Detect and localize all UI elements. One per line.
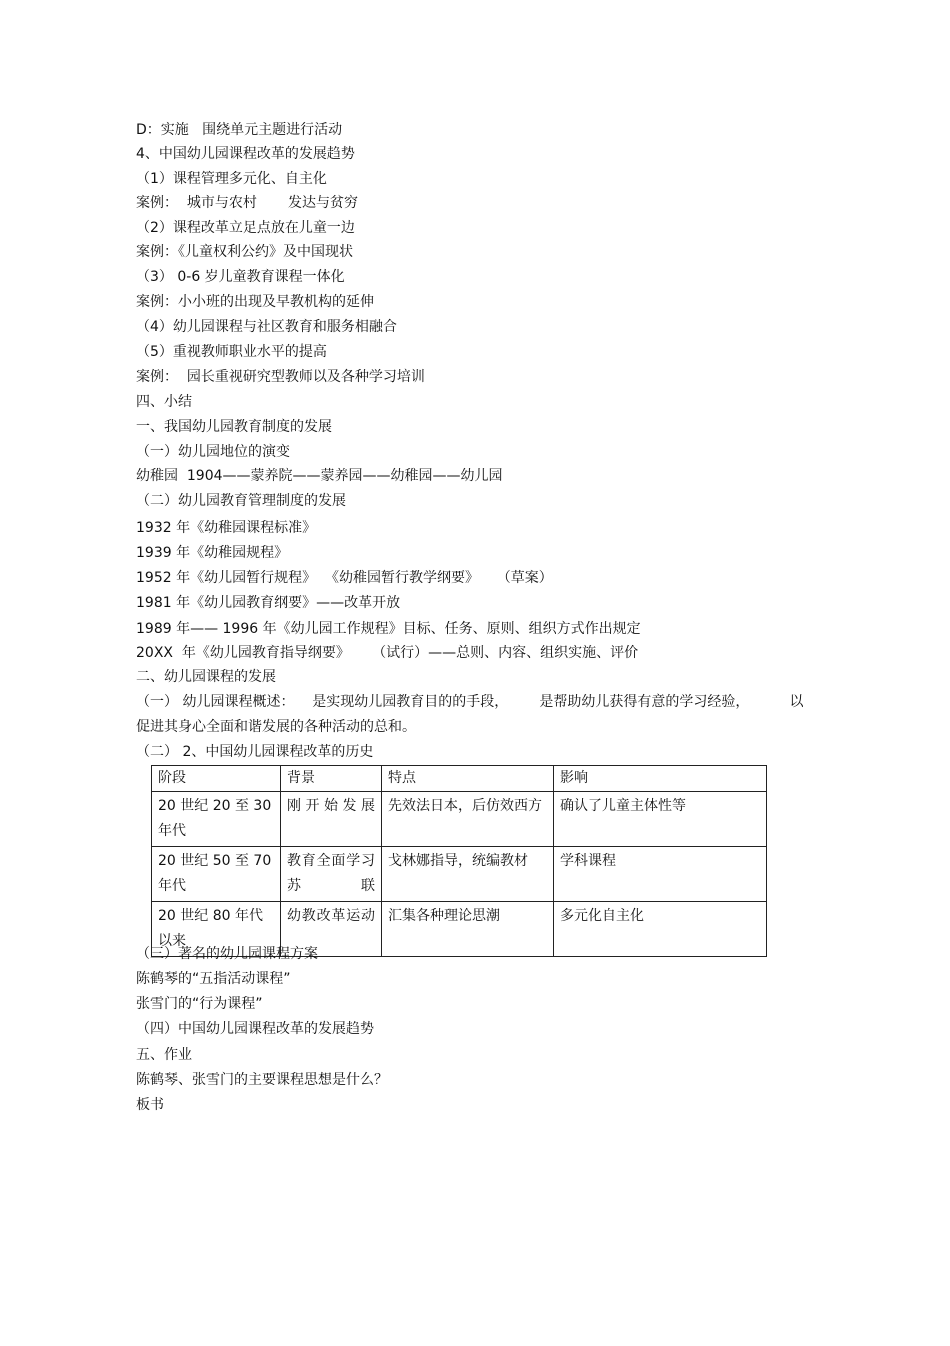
case-3: 案例：小小班的出现及早教机构的延伸: [136, 294, 374, 310]
heading-trend: 4、中国幼儿园课程改革的发展趋势: [136, 146, 355, 162]
trend-item-1: （1）课程管理多元化、自主化: [136, 171, 327, 187]
overview-line-1: （一） 幼儿园课程概述： 是实现幼儿园教育目的的手段， 是帮助幼儿获得有意的学习经验， 以: [136, 694, 804, 710]
year-1981: 1981 年《幼儿园教育纲要》——改革开放: [136, 595, 401, 611]
subheading-status: （一）幼儿园地位的演变: [136, 444, 290, 460]
summary-heading-2: 二、幼儿园课程的发展: [136, 669, 276, 685]
table-cell: 多元化自主化: [554, 902, 767, 957]
table-cell: 刚开始发展: [281, 792, 382, 847]
case-5: 案例： 园长重视研究型教师以及各种学习培训: [136, 369, 425, 385]
program-zhang: 张雪门的“行为课程”: [136, 996, 263, 1012]
year-1952: 1952 年《幼儿园暂行规程》 《幼稚园暂行教学纲要》 （草案）: [136, 570, 553, 586]
table-cell: 学科课程: [554, 847, 767, 902]
table-cell: 戈林娜指导，统编教材: [382, 847, 554, 902]
program-chen: 陈鹤琴的“五指活动课程”: [136, 971, 291, 987]
table-row: [152, 847, 767, 902]
table-cell: 幼教改革运动: [281, 902, 382, 957]
subheading-trend: （四）中国幼儿园课程改革的发展趋势: [136, 1021, 374, 1037]
year-1939: 1939 年《幼稚园规程》: [136, 545, 289, 561]
table-cell: 汇集各种理论思潮: [382, 902, 554, 957]
year-1989: 1989 年—— 1996 年《幼儿园工作规程》目标、任务、原则、组织方式作出规定: [136, 621, 641, 637]
line-d-implement: D：实施 围绕单元主题进行活动: [136, 122, 343, 138]
table-cell: 先效法日本，后仿效西方: [382, 792, 554, 847]
trend-item-5: （5）重视教师职业水平的提高: [136, 344, 327, 360]
table-header: 特点: [382, 766, 554, 792]
trend-item-4: （4）幼儿园课程与社区教育和服务相融合: [136, 319, 397, 335]
year-1932: 1932 年《幼稚园课程标准》: [136, 520, 317, 536]
table-cell: 20 世纪 20 至 30 年代: [152, 792, 281, 847]
case-1: 案例： 城市与农村 发达与贫穷: [136, 195, 359, 211]
subheading-history: （二） 2、中国幼儿园课程改革的历史: [136, 744, 374, 760]
table-cell: 确认了儿童主体性等: [554, 792, 767, 847]
table-cell: 教育全面学习苏联: [281, 847, 382, 902]
overview-line-2: 促进其身心全面和谐发展的各种活动的总和。: [136, 719, 416, 735]
table-cell: 20 世纪 80 年代以来: [152, 902, 281, 957]
history-table: [151, 765, 767, 957]
status-evolution: 幼稚园 1904——蒙养院——蒙养园——幼稚园——幼儿园: [136, 468, 503, 484]
summary-heading-1: 一、我国幼儿园教育制度的发展: [136, 419, 332, 435]
homework-question: 陈鹤琴、张雪门的主要课程思想是什么？: [136, 1072, 388, 1088]
board-writing: 板书: [136, 1097, 164, 1113]
table-row: [152, 792, 767, 847]
table-header-row: [152, 766, 767, 792]
trend-item-3: （3） 0-6 岁儿童教育课程一体化: [136, 269, 345, 285]
subheading-programs: （三）著名的幼儿园课程方案: [136, 946, 318, 962]
table-cell: 20 世纪 50 至 70 年代: [152, 847, 281, 902]
section-homework: 五、作业: [136, 1047, 192, 1063]
year-20xx: 20XX 年《幼儿园教育指导纲要》 （试行）——总则、内容、组织实施、评价: [136, 645, 639, 661]
table-header: 影响: [554, 766, 767, 792]
section-summary: 四、小结: [136, 394, 192, 410]
subheading-management: （二）幼儿园教育管理制度的发展: [136, 493, 346, 509]
table-header: 阶段: [152, 766, 281, 792]
case-2: 案例：《儿童权利公约》及中国现状: [136, 244, 353, 260]
table-header: 背景: [281, 766, 382, 792]
trend-item-2: （2）课程改革立足点放在儿童一边: [136, 220, 355, 236]
